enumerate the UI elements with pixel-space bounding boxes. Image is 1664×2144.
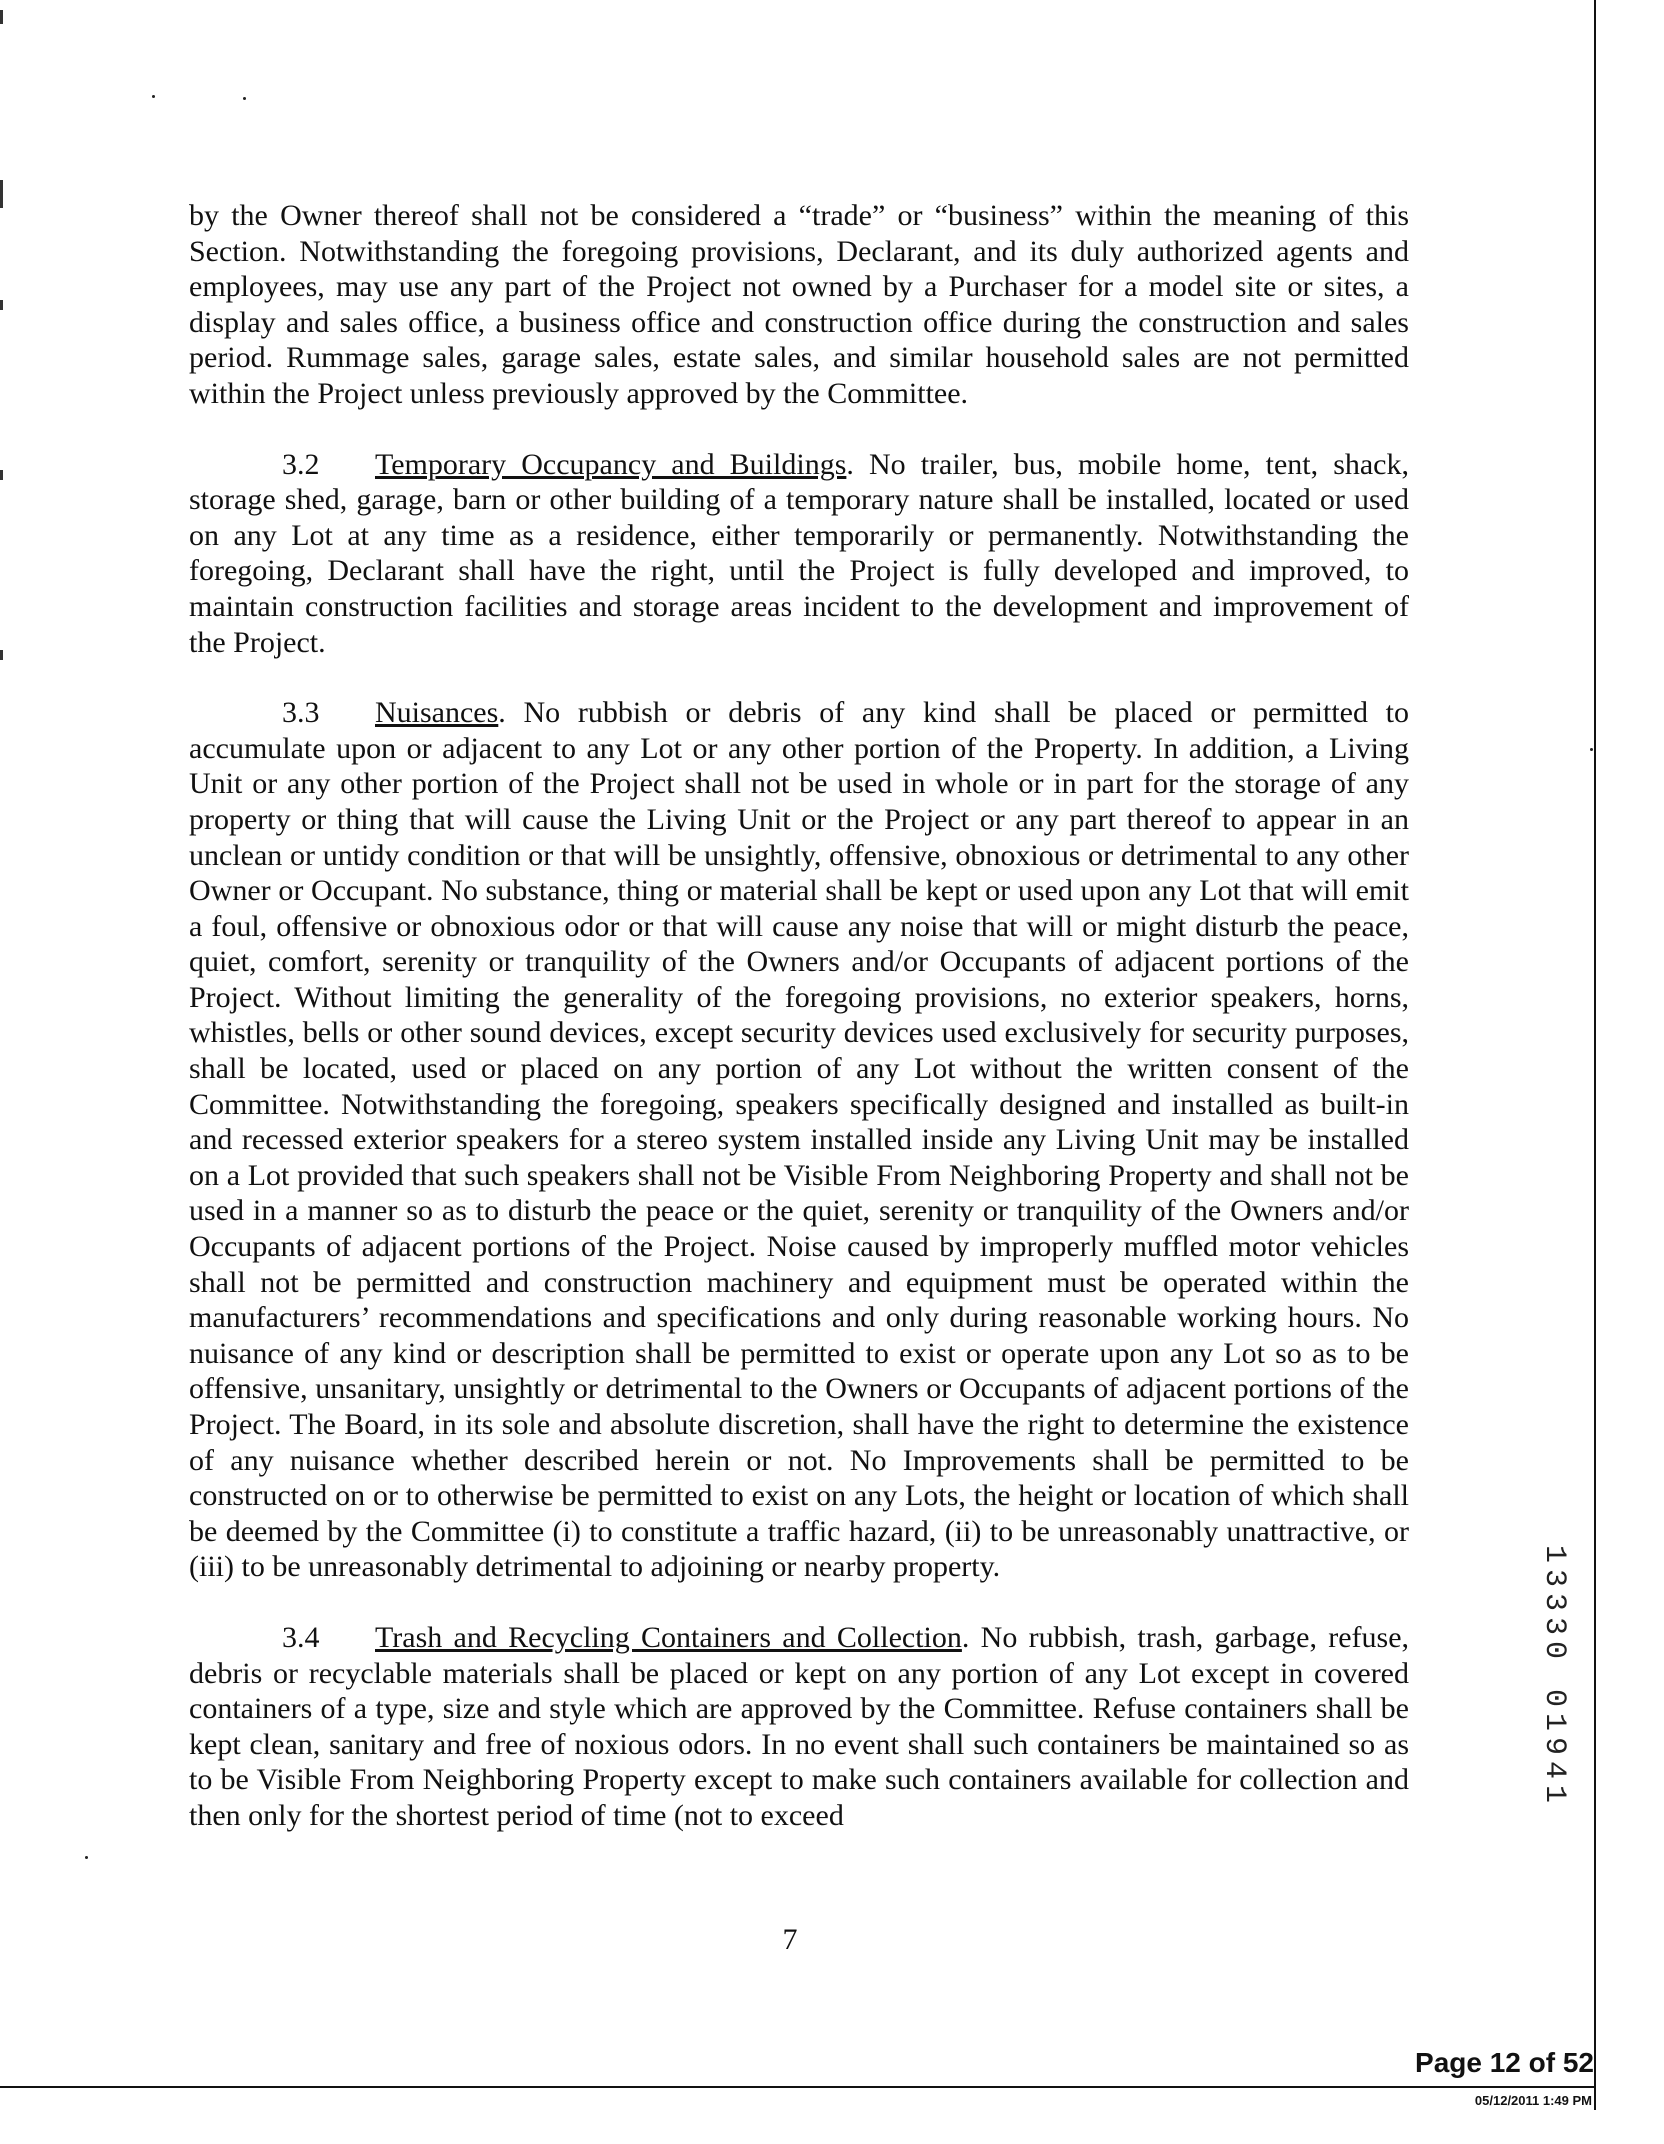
recording-side-stamp [1533,1545,1573,1810]
scan-speck [85,1856,88,1859]
scan-speck [152,95,155,98]
section-text: . No trailer, bus, mobile home, tent, shack, storage shed, garage, barn or other building of a temporary nature shall be installed, located or used on any Lot at any time as a residence, either temporarily or permanently. Notwithstanding the foregoing, Declarant shall have the right, until the Project is fully developed and improved, to maintain construction facilities and storage areas incident to the development and improvement of the Project. [189,447,1409,659]
section-text: . No rubbish or debris of any kind shall be placed or permitted to accumulate upon or adjacent to any Lot or any other portion of the Property. In addition, a Living Unit or any other portion of the Project shall not be used in whole or in part for the storage of any property or thing that will cause the Living Unit or the Project or any part thereof to appear in an unclean or untidy condition or that will be unsightly, offensive, obnoxious or detrimental to any other Owner or Occupant. No substance, thing or material shall be kept or used upon any Lot that will emit a foul, offensive or obnoxious odor or that will cause any noise that will or might disturb the peace, quiet, comfort, serenity or tranquility of the Owners and/or Occupants of adjacent portions of the Project. Without limiting the generality of the foregoing provisions, no exterior speakers, horns, whistles, bells or other sound devices, except security devices used exclusively for security purposes, shall be located, used or placed on any portion of any Lot without the written consent of the Committee. Notwithstanding the foregoing, speakers specifically designed and installed as built-in and recessed exterior speakers for a stereo system installed inside any Living Unit may be installed on a Lot provided that such speakers shall not be Visible From Neighboring Property and shall not be used in a manner so as to disturb the peace or the quiet, serenity or tranquility of the Owners and/or Occupants of adjacent portions of the Project. Noise caused by improperly muffled motor vehicles shall not be permitted and construction machinery and equipment must be operated within the manufacturers’ recommendations and specifications and only during reasonable working hours. No nuisance of any kind or description shall be permitted to exist or operate upon any Lot so as to be offensive, unsanitary, unsightly or detrimental to the Owners or Occupants of adjacent portions of the Project. The Board, in its sole and absolute discretion, shall have the right to determine the existence of any nuisance whether described herein or not. No Improvements shall be permitted to be constructed on or to otherwise be permitted to exist on any Lots, the height or location of which shall be deemed by the Committee (i) to constitute a traffic hazard, (ii) to be unreasonably unattractive, or (iii) to be unreasonably detrimental to adjoining or nearby property. [189,696,1409,1584]
scan-artifact [0,180,3,208]
scan-speck [1590,748,1593,751]
section-number: 3.3 [282,696,320,730]
paragraph-text: by the Owner thereof shall not be considered a “trade” or “business” within the meaning of this Section. Notwithstanding the foregoing provisions, Declarant, and its duly authorized agents and employees, may use any part of the Project not owned by a Purchaser for a model site or sites, a display and sales office, a business office and construction office during the construction and sales period. Rummage sales, garage sales, estate sales, and similar household sales are not permitted within the Project unless previously approved by the Committee. [189,199,1409,410]
right-border-line [1594,0,1596,2110]
recording-timestamp: 05/12/2011 1:49 PM [1474,2093,1592,2108]
section-number: 3.2 [282,447,320,481]
section-3-2 [189,447,1409,661]
recording-page-label: Page 12 of 52 [1415,2047,1594,2078]
scan-artifact [0,470,3,480]
section-heading: Temporary Occupancy and Buildings [375,447,847,481]
section-text: . No rubbish, trash, garbage, refuse, debris or recyclable materials shall be placed or kept on any portion of any Lot except in covered containers of a type, size and style which are approved by the Committee. Refuse containers shall be kept clean, sanitary and free of noxious odors. In no event shall such containers be maintained so as to be Visible From Neighboring Property except to make such containers available for collection and then only for the shortest period of time (not to exceed [189,1620,1410,1832]
section-number: 3.4 [282,1620,320,1654]
scan-artifact [0,650,3,660]
section-heading: Trash and Recycling Containers and Collection [375,1620,962,1654]
bottom-border-line [0,2086,1596,2088]
document-body [189,198,1409,1834]
scan-artifact [0,300,3,310]
side-stamp-text: 13330 01941 [1537,1545,1571,1810]
scan-artifact [0,10,3,24]
section-heading: Nuisances [375,696,499,730]
section-3-4 [189,1620,1409,1834]
section-3-3 [189,695,1409,1585]
page-number: 7 [782,1923,798,1956]
scan-speck [243,97,246,100]
paragraph-continued [189,198,1409,412]
